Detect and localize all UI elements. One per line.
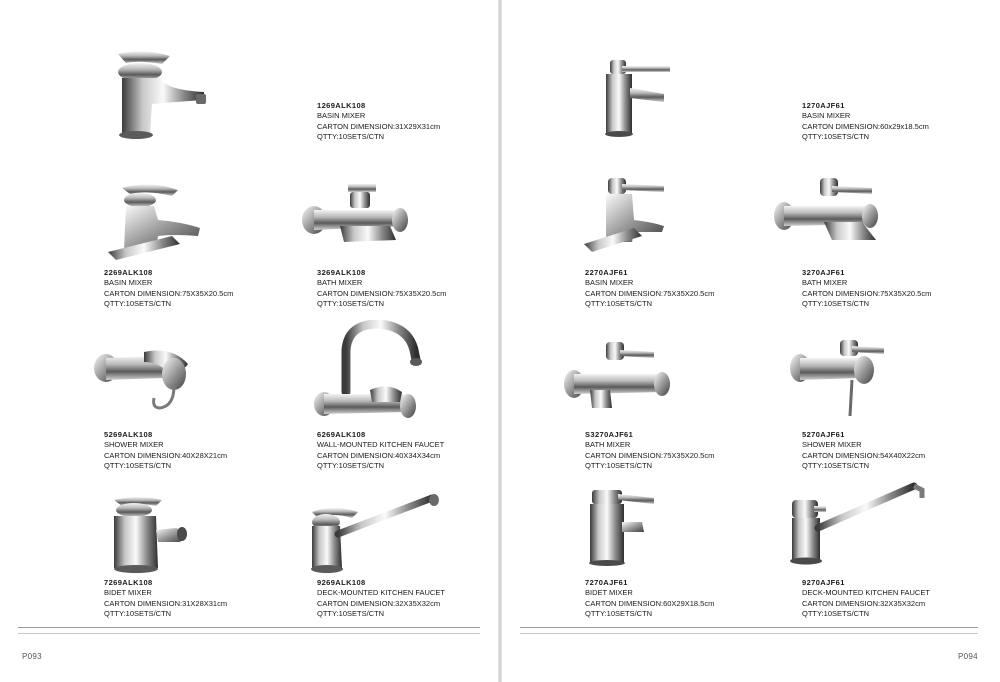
- carton-dimension: CARTON DIMENSION:40X28X21cm: [104, 450, 228, 460]
- product-code: 2270AJF61: [585, 268, 628, 277]
- product-code: 9269ALK108: [317, 578, 366, 587]
- product-name: BASIN MIXER: [104, 278, 153, 287]
- footer-rule-left: [18, 627, 480, 628]
- product-name: BASIN MIXER: [317, 111, 366, 120]
- carton-dimension: CARTON DIMENSION:75X35X20.5cm: [585, 288, 715, 298]
- shower-mixer-icon: [788, 338, 886, 418]
- carton-dimension: CARTON DIMENSION:60x29x18.5cm: [802, 121, 929, 131]
- product-code: 5269ALK108: [104, 430, 153, 439]
- wall-kitchen-faucet-icon: [312, 320, 424, 426]
- quantity: QTTY:10SETS/CTN: [802, 132, 870, 141]
- product-name: BIDET MIXER: [585, 588, 633, 597]
- carton-dimension: CARTON DIMENSION:75X35X20.5cm: [104, 288, 234, 298]
- product-name: DECK-MOUNTED KITCHEN FAUCET: [802, 588, 930, 597]
- product-code: 2269ALK108: [104, 268, 153, 277]
- quantity: QTTY:10SETS/CTN: [317, 461, 385, 470]
- shower-mixer-icon: [92, 348, 194, 414]
- quantity: QTTY:10SETS/CTN: [317, 299, 385, 308]
- product-code: 1270AJF61: [802, 101, 845, 110]
- quantity: QTTY:10SETS/CTN: [802, 609, 870, 618]
- basin-mixer-icon: [582, 176, 668, 254]
- carton-dimension: CARTON DIMENSION:32X35X32cm: [317, 598, 441, 608]
- product-code: 1269ALK108: [317, 101, 366, 110]
- product-code: 6269ALK108: [317, 430, 366, 439]
- page-number-right: P094: [958, 652, 978, 661]
- carton-dimension: CARTON DIMENSION:60X29X18.5cm: [585, 598, 715, 608]
- carton-dimension: CARTON DIMENSION:31X28X31cm: [104, 598, 228, 608]
- product-code: 9270AJF61: [802, 578, 845, 587]
- quantity: QTTY:10SETS/CTN: [317, 609, 385, 618]
- quantity: QTTY:10SETS/CTN: [585, 461, 653, 470]
- quantity: QTTY:10SETS/CTN: [104, 299, 172, 308]
- product-name: WALL-MOUNTED KITCHEN FAUCET: [317, 440, 445, 449]
- quantity: QTTY:10SETS/CTN: [317, 132, 385, 141]
- carton-dimension: CARTON DIMENSION:54X40X22cm: [802, 450, 926, 460]
- quantity: QTTY:10SETS/CTN: [585, 299, 653, 308]
- bath-mixer-icon: [772, 176, 882, 246]
- footer-rule-right-2: [520, 633, 978, 634]
- carton-dimension: CARTON DIMENSION:31X29X31cm: [317, 121, 441, 131]
- page-number-left: P093: [22, 652, 42, 661]
- carton-dimension: CARTON DIMENSION:75X35X20.5cm: [317, 288, 447, 298]
- footer-rule-left-2: [18, 633, 480, 634]
- carton-dimension: CARTON DIMENSION:75X35X20.5cm: [585, 450, 715, 460]
- quantity: QTTY:10SETS/CTN: [802, 299, 870, 308]
- product-code: 5270AJF61: [802, 430, 845, 439]
- basin-mixer-lever-icon: [104, 50, 212, 142]
- basin-mixer-cylinder-icon: [600, 58, 676, 138]
- product-name: BATH MIXER: [585, 440, 631, 449]
- product-code: 7270AJF61: [585, 578, 628, 587]
- quantity: QTTY:10SETS/CTN: [104, 461, 172, 470]
- bath-mixer-icon: [562, 340, 674, 412]
- product-name: BASIN MIXER: [585, 278, 634, 287]
- bath-mixer-icon: [300, 180, 412, 244]
- product-code: 3269ALK108: [317, 268, 366, 277]
- quantity: QTTY:10SETS/CTN: [585, 609, 653, 618]
- carton-dimension: CARTON DIMENSION:75X35X20.5cm: [802, 288, 932, 298]
- quantity: QTTY:10SETS/CTN: [802, 461, 870, 470]
- product-name: SHOWER MIXER: [104, 440, 164, 449]
- product-code: 7269ALK108: [104, 578, 153, 587]
- product-name: BIDET MIXER: [104, 588, 152, 597]
- bidet-mixer-icon: [584, 488, 658, 568]
- quantity: QTTY:10SETS/CTN: [104, 609, 172, 618]
- bidet-mixer-icon: [104, 494, 190, 574]
- deck-kitchen-faucet-icon: [786, 480, 928, 566]
- product-name: BATH MIXER: [802, 278, 848, 287]
- footer-rule-right: [520, 627, 978, 628]
- carton-dimension: CARTON DIMENSION:32X35X32cm: [802, 598, 926, 608]
- basin-mixer-icon: [102, 180, 204, 260]
- product-code: 3270AJF61: [802, 268, 845, 277]
- product-name: BASIN MIXER: [802, 111, 851, 120]
- product-code: S3270AJF61: [585, 430, 634, 439]
- product-name: BATH MIXER: [317, 278, 363, 287]
- product-name: DECK-MOUNTED KITCHEN FAUCET: [317, 588, 445, 597]
- product-name: SHOWER MIXER: [802, 440, 862, 449]
- carton-dimension: CARTON DIMENSION:40X34X34cm: [317, 450, 441, 460]
- deck-kitchen-faucet-icon: [304, 494, 444, 574]
